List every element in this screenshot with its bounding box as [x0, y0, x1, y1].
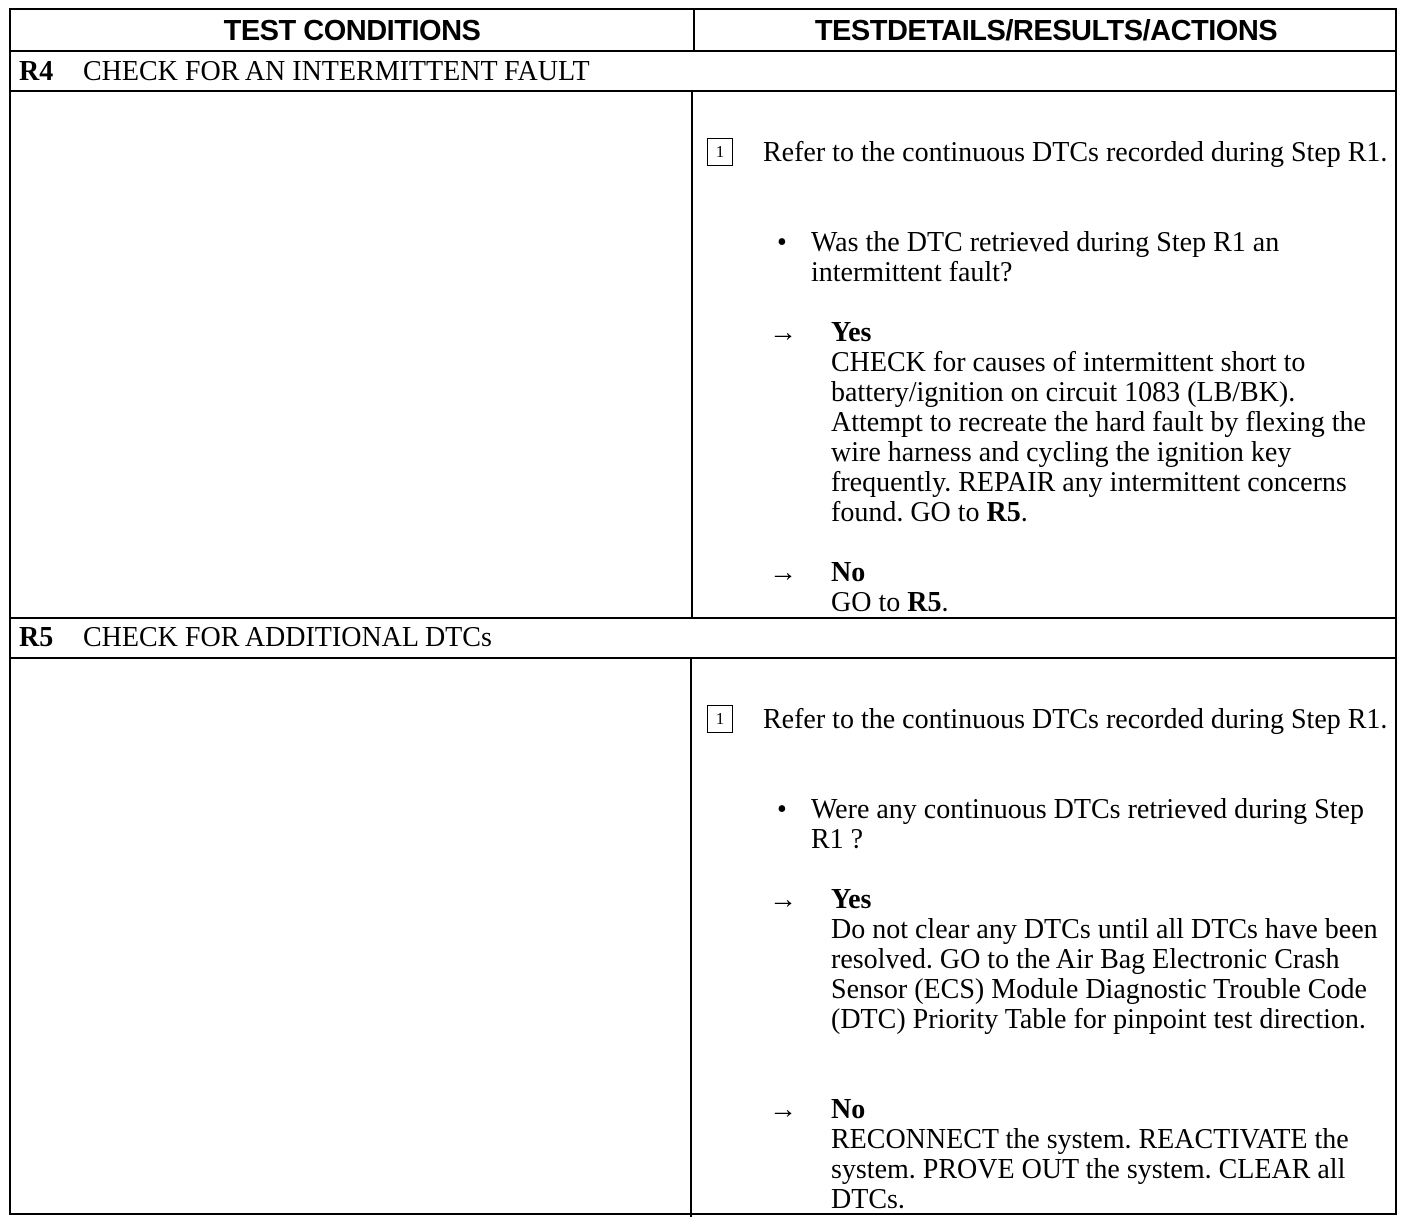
step-number-box: 1: [707, 705, 733, 733]
bullet-icon: •: [777, 794, 787, 825]
yes-label: Yes: [831, 317, 872, 348]
yes-answer: [831, 885, 1391, 1035]
yes-text: Do not clear any DTCs until all DTCs have been resolved. GO to the Air Bag Electronic Crash Sensor (ECS) Module Diagnostic Trouble Code (DTC) Priority Table for pinpoint test direction.: [831, 914, 1378, 1035]
diagnostic-table: [9, 8, 1397, 1215]
no-end: .: [941, 587, 949, 618]
no-answer: [831, 1095, 1391, 1215]
step-code: R5: [19, 622, 54, 653]
step-code: R4: [19, 56, 54, 87]
bullet-icon: •: [777, 227, 787, 258]
r4-title-rule: [11, 90, 1395, 92]
r5-column-divider: [690, 657, 692, 1217]
yes-label: Yes: [831, 884, 872, 915]
step-number-box: 1: [707, 138, 733, 166]
no-text: GO to: [831, 587, 901, 618]
right-arrow-icon: →: [769, 557, 797, 588]
right-arrow-icon: →: [769, 884, 797, 915]
yes-answer: [831, 318, 1391, 528]
header-test-details: TESTDETAILS/RESULTS/ACTIONS: [814, 14, 1278, 47]
no-label: No: [831, 557, 866, 588]
header-divider: [693, 10, 695, 52]
step-r4-title: [19, 54, 590, 90]
right-arrow-icon: →: [769, 317, 797, 348]
header-bottom-rule: [11, 50, 1395, 52]
step-r4-details: [707, 138, 1391, 618]
step-r5-details: [707, 705, 1391, 1215]
r5-title-rule: [11, 657, 1395, 659]
instruction-text: Refer to the continuous DTCs recorded during Step R1.: [763, 137, 1388, 168]
r4-column-divider: [691, 90, 693, 618]
question-text: Was the DTC retrieved during Step R1 an intermittent fault?: [811, 227, 1280, 288]
no-text: RECONNECT the system. REACTIVATE the system. PROVE OUT the system. CLEAR all DTCs.: [831, 1124, 1349, 1215]
header-test-conditions: TEST CONDITIONS: [223, 14, 481, 47]
step-title-text: CHECK FOR ADDITIONAL DTCs: [83, 622, 492, 653]
step-r5-title: [19, 620, 492, 656]
no-label: No: [831, 1094, 866, 1125]
r5-top-rule: [11, 617, 1395, 619]
right-arrow-icon: →: [769, 1094, 797, 1125]
yes-end: .: [1020, 497, 1028, 528]
question-text: Were any continuous DTCs retrieved during Step R1 ?: [811, 794, 1364, 855]
step-title-text: CHECK FOR AN INTERMITTENT FAULT: [83, 56, 590, 87]
instruction-text: Refer to the continuous DTCs recorded during Step R1.: [763, 704, 1388, 735]
yes-text: CHECK for causes of intermittent short to battery/ignition on circuit 1083 (LB/BK). Attempt to recreate the hard fault by flexing the wire harness and cycling the ignition key frequently. REPAIR any intermittent concerns found. GO to: [831, 347, 1366, 528]
no-answer: [831, 558, 1391, 618]
step-reference: R5: [986, 497, 1021, 528]
step-reference: R5: [907, 587, 942, 618]
